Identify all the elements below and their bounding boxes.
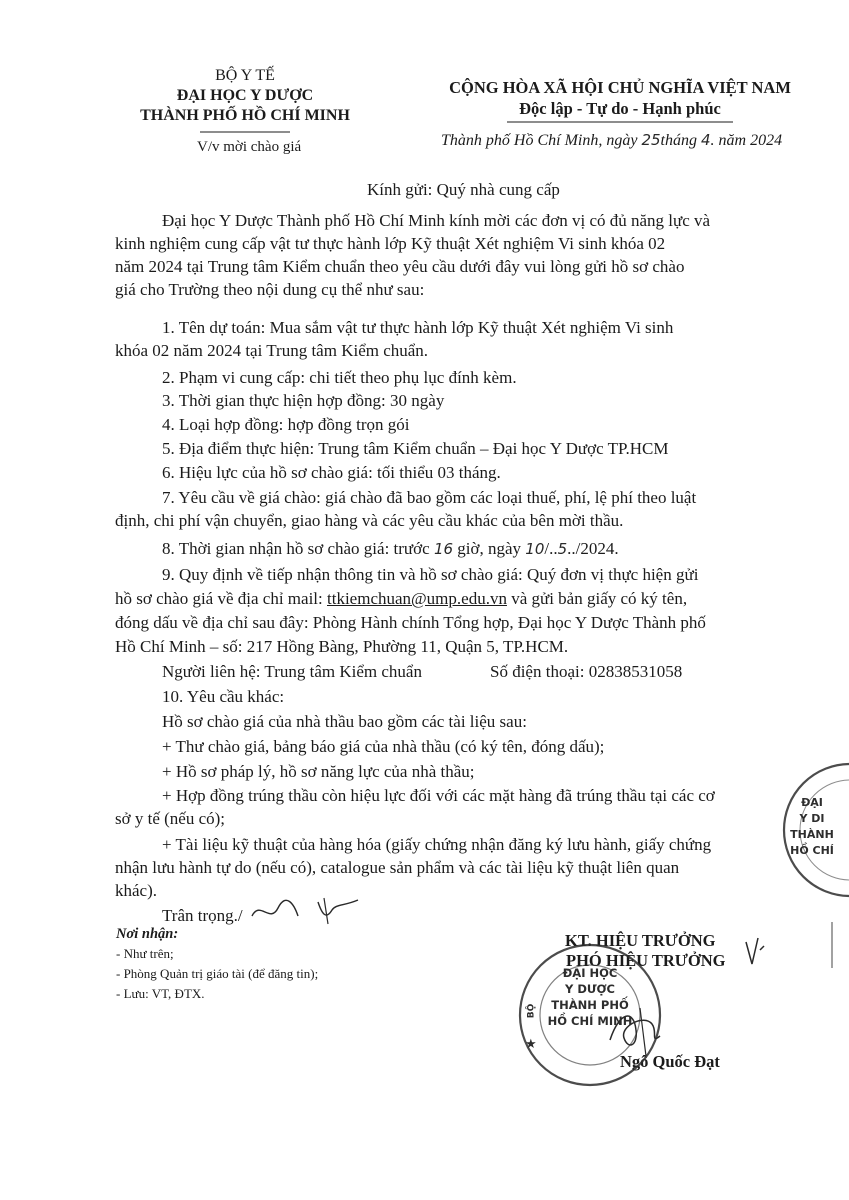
closing-initials-scribble [248,894,368,928]
document-item-4-line-2: nhận lưu hành tự do (nếu có), catalogue sản phẩm và các tài liệu kỹ thuật liên quan [115,858,680,877]
header-right-rule [507,121,733,124]
date-line [441,131,782,150]
signature-title-1: KT. HIỆU TRƯỞNG [565,931,716,950]
side-stamp-text [782,795,842,859]
ministry-name: BỘ Y TẾ [215,67,275,84]
document-item-4-line-3: khác). [115,881,158,900]
item-5: 5. Địa điểm thực hiện: Trung tâm Kiểm chuẩn – Đại học Y Dược TP.HCM [162,439,669,458]
stamp-line-3: THÀNH PHỐ [551,998,629,1012]
signatory-name: Ngô Quốc Đạt [620,1052,720,1071]
recipients-title: Nơi nhận: [116,926,179,942]
item-4: 4. Loại hợp đồng: hợp đồng trọn gói [162,415,410,434]
salutation: Kính gửi: Quý nhà cung cấp [367,180,560,199]
signature-mark-right [742,932,766,972]
intro-line-2: kinh nghiệm cung cấp vật tư thực hành lớp Kỹ thuật Xét nghiệm Vi sinh khóa 02 [115,234,666,253]
side-stamp-line-3: THÀNH [790,828,834,841]
item-2: 2. Phạm vi cung cấp: chi tiết theo phụ lục đính kèm. [162,368,517,387]
header-left-rule [200,131,290,134]
motto: Độc lập - Tự do - Hạnh phúc [519,99,721,118]
item-9-line-3: đóng dấu về địa chỉ sau đây: Phòng Hành chính Tổng hợp, Đại học Y Dược Thành phố [115,613,706,632]
intro-line-3: năm 2024 tại Trung tâm Kiểm chuẩn theo yêu cầu dưới đây vui lòng gửi hồ sơ chào [115,257,685,276]
date-prefix: Thành phố Hồ Chí Minh, ngày [441,132,638,149]
item-9-mail-prefix: hồ sơ chào giá về địa chỉ mail: [115,589,323,608]
country-name: CỘNG HÒA XÃ HỘI CHỦ NGHĨA VIỆT NAM [449,78,791,97]
date-month-handwritten: 4 [701,131,711,149]
stamp-line-4: HỒ CHÍ MINH [547,1014,633,1028]
item-7-line-1: 7. Yêu cầu về giá chào: giá chào đã bao gồm các loại thuế, phí, lệ phí theo luật [162,488,697,507]
document-item-2: + Hồ sơ pháp lý, hồ sơ năng lực của nhà thầu; [162,762,475,781]
svg-text:★: ★ [525,1037,537,1052]
item-7-line-2: định, chi phí vận chuyển, giao hàng và các yêu cầu khác của bên mời thầu. [115,511,624,530]
item-9-line-2 [115,587,687,610]
item-10-intro: Hồ sơ chào giá của nhà thầu bao gồm các tài liệu sau: [162,712,527,731]
item-1-line-1: 1. Tên dự toán: Mua sắm vật tư thực hành lớp Kỹ thuật Xét nghiệm Vi sinh [162,318,674,337]
date-day-handwritten: 25 [641,131,661,149]
contact-phone: Số điện thoại: 02838531058 [490,662,683,681]
item-3: 3. Thời gian thực hiện hợp đồng: 30 ngày [162,391,445,410]
item-8: 8. Thời gian nhận hồ sơ chào giá: trước 16 giờ, ngày 10/..5../2024. [162,539,619,558]
university-name-line2: THÀNH PHỐ HỒ CHÍ MINH [140,107,350,124]
recipient-1: - Như trên; [116,946,174,961]
margin-mark [826,920,838,970]
stamp-side-text: BỘ [526,1003,537,1019]
item-9-line-1: 9. Quy định về tiếp nhận thông tin và hồ sơ chào giá: Quý đơn vị thực hiện gửi [162,565,699,584]
intro-line-4: giá cho Trường theo nội dung cụ thể như sau: [115,280,425,299]
header-left [120,66,370,126]
closing: Trân trọng./ [162,906,243,925]
item-8-hour-handwritten: 16 [433,540,454,558]
item-9-mail-suffix: và gửi bản giấy có ký tên, [511,589,688,608]
signature-scribble [600,1000,690,1060]
item-9-line-4: Hồ Chí Minh – số: 217 Hồng Bàng, Phường 11, Quận 5, TP.HCM. [115,637,569,656]
recipient-3: - Lưu: VT, ĐTX. [116,986,205,1001]
contact-person: Người liên hệ: Trung tâm Kiểm chuẩn [162,662,422,681]
recipient-2: - Phòng Quản trị giáo tài (để đăng tin); [116,966,319,981]
item-8-mid: giờ, ngày [457,539,522,558]
document-item-3-line-2: sở y tế (nếu có); [115,809,226,828]
side-stamp-line-4: HỒ CHÍ [790,844,834,857]
date-month-label: tháng [660,132,697,149]
item-1-line-2: khóa 02 năm 2024 tại Trung tâm Kiểm chuẩn. [115,341,429,360]
email-link[interactable]: ttkiemchuan@ump.edu.vn [327,589,507,608]
side-stamp-line-2: Y DI [799,812,825,825]
side-stamp-line-1: ĐẠI [801,796,823,809]
university-name-line1: ĐẠI HỌC Y DƯỢC [176,87,314,104]
item-10: 10. Yêu cầu khác: [162,687,285,706]
item-8-prefix: 8. Thời gian nhận hồ sơ chào giá: trước [162,539,430,558]
document-item-1: + Thư chào giá, bảng báo giá của nhà thầu (có ký tên, đóng dấu); [162,737,605,756]
subject-line: V/v mời chào giá [197,139,302,155]
document-item-3-line-1: + Hợp đồng trúng thầu còn hiệu lực đối với các mặt hàng đã trúng thầu tại các cơ [162,786,715,805]
stamp-line-1: ĐẠI HỌC [562,966,618,980]
document-item-4-line-1: + Tài liệu kỹ thuật của hàng hóa (giấy chứng nhận đăng ký lưu hành, giấy chứng [162,835,712,854]
item-8-month-handwritten: 5 [557,540,568,558]
item-8-suffix: /2024. [575,539,619,558]
item-8-day-handwritten: 10 [525,540,545,558]
intro-line-1: Đại học Y Dược Thành phố Hồ Chí Minh kính mời các đơn vị có đủ năng lực và [162,211,711,230]
item-6: 6. Hiệu lực của hồ sơ chào giá: tối thiểu 03 tháng. [162,463,501,482]
date-year: . năm 2024 [710,132,783,149]
stamp-line-2: Y DƯỢC [565,982,615,996]
signature-title-2: PHÓ HIỆU TRƯỞNG [566,951,726,970]
